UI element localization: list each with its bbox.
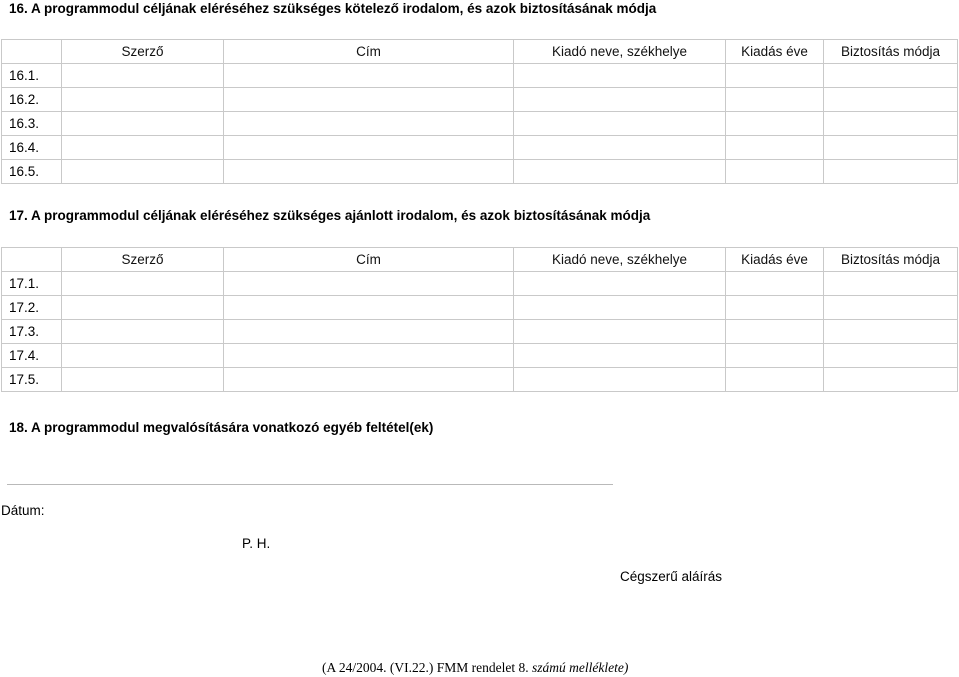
header-cell-title: Cím <box>224 40 514 64</box>
header-cell-year: Kiadás éve <box>726 40 824 64</box>
author-cell[interactable] <box>62 160 224 184</box>
table-row <box>2 88 958 112</box>
recommended-literature-table <box>1 247 958 392</box>
author-cell[interactable] <box>62 272 224 296</box>
provision-cell[interactable] <box>824 112 958 136</box>
header-cell-number <box>2 40 62 64</box>
footer-reference <box>322 660 628 676</box>
title-cell[interactable] <box>224 368 514 392</box>
publisher-cell[interactable] <box>514 368 726 392</box>
row-number: 17.5. <box>2 368 62 392</box>
table-row <box>2 272 958 296</box>
year-cell[interactable] <box>726 88 824 112</box>
author-cell[interactable] <box>62 112 224 136</box>
publisher-cell[interactable] <box>514 88 726 112</box>
footer-reference-italic: számú melléklete) <box>528 660 629 675</box>
author-cell[interactable] <box>62 320 224 344</box>
title-cell[interactable] <box>224 320 514 344</box>
title-cell[interactable] <box>224 160 514 184</box>
section-16-title: 16. A programmodul céljának eléréséhez szükséges kötelező irodalom, és azok biztosításának módja <box>9 1 657 16</box>
year-cell[interactable] <box>726 320 824 344</box>
year-cell[interactable] <box>726 272 824 296</box>
year-cell[interactable] <box>726 136 824 160</box>
author-cell[interactable] <box>62 368 224 392</box>
year-cell[interactable] <box>726 112 824 136</box>
table-row <box>2 136 958 160</box>
table-row <box>2 320 958 344</box>
row-number: 17.2. <box>2 296 62 320</box>
provision-cell[interactable] <box>824 344 958 368</box>
row-number: 16.3. <box>2 112 62 136</box>
header-cell-author: Szerző <box>62 40 224 64</box>
row-number: 17.1. <box>2 272 62 296</box>
provision-cell[interactable] <box>824 64 958 88</box>
title-cell[interactable] <box>224 88 514 112</box>
title-cell[interactable] <box>224 272 514 296</box>
publisher-cell[interactable] <box>514 296 726 320</box>
row-number: 17.3. <box>2 320 62 344</box>
year-cell[interactable] <box>726 296 824 320</box>
table-row <box>2 64 958 88</box>
signature-label: Cégszerű aláírás <box>620 569 723 584</box>
provision-cell[interactable] <box>824 296 958 320</box>
author-cell[interactable] <box>62 64 224 88</box>
year-cell[interactable] <box>726 368 824 392</box>
provision-cell[interactable] <box>824 136 958 160</box>
header-cell-provision: Biztosítás módja <box>824 248 958 272</box>
title-cell[interactable] <box>224 112 514 136</box>
stamp-label: P. H. <box>242 536 271 551</box>
row-number: 17.4. <box>2 344 62 368</box>
publisher-cell[interactable] <box>514 272 726 296</box>
header-cell-year: Kiadás éve <box>726 248 824 272</box>
author-cell[interactable] <box>62 88 224 112</box>
header-cell-publisher: Kiadó neve, székhelye <box>514 40 726 64</box>
publisher-cell[interactable] <box>514 64 726 88</box>
publisher-cell[interactable] <box>514 112 726 136</box>
row-number: 16.1. <box>2 64 62 88</box>
table-row <box>2 296 958 320</box>
header-cell-author: Szerző <box>62 248 224 272</box>
row-number: 16.2. <box>2 88 62 112</box>
provision-cell[interactable] <box>824 88 958 112</box>
date-label: Dátum: <box>1 503 45 518</box>
author-cell[interactable] <box>62 344 224 368</box>
table-header-row <box>2 40 958 64</box>
year-cell[interactable] <box>726 344 824 368</box>
author-cell[interactable] <box>62 136 224 160</box>
row-number: 16.4. <box>2 136 62 160</box>
publisher-cell[interactable] <box>514 344 726 368</box>
title-cell[interactable] <box>224 64 514 88</box>
publisher-cell[interactable] <box>514 136 726 160</box>
title-cell[interactable] <box>224 136 514 160</box>
footer-reference-main: (A 24/2004. (VI.22.) FMM rendelet 8. <box>322 660 529 675</box>
table-row <box>2 368 958 392</box>
provision-cell[interactable] <box>824 272 958 296</box>
header-cell-title: Cím <box>224 248 514 272</box>
conditions-entry-line[interactable] <box>7 484 613 485</box>
table-row <box>2 344 958 368</box>
title-cell[interactable] <box>224 296 514 320</box>
publisher-cell[interactable] <box>514 320 726 344</box>
provision-cell[interactable] <box>824 160 958 184</box>
author-cell[interactable] <box>62 296 224 320</box>
header-cell-number <box>2 248 62 272</box>
header-cell-publisher: Kiadó neve, székhelye <box>514 248 726 272</box>
section-18-title: 18. A programmodul megvalósítására vonatkozó egyéb feltétel(ek) <box>9 420 434 435</box>
title-cell[interactable] <box>224 344 514 368</box>
section-17-title: 17. A programmodul céljának eléréséhez szükséges ajánlott irodalom, és azok biztosításának módja <box>9 208 651 223</box>
publisher-cell[interactable] <box>514 160 726 184</box>
provision-cell[interactable] <box>824 368 958 392</box>
table-row <box>2 112 958 136</box>
table-row <box>2 160 958 184</box>
row-number: 16.5. <box>2 160 62 184</box>
table-header-row <box>2 248 958 272</box>
year-cell[interactable] <box>726 64 824 88</box>
year-cell[interactable] <box>726 160 824 184</box>
provision-cell[interactable] <box>824 320 958 344</box>
required-literature-table <box>1 39 958 184</box>
header-cell-provision: Biztosítás módja <box>824 40 958 64</box>
